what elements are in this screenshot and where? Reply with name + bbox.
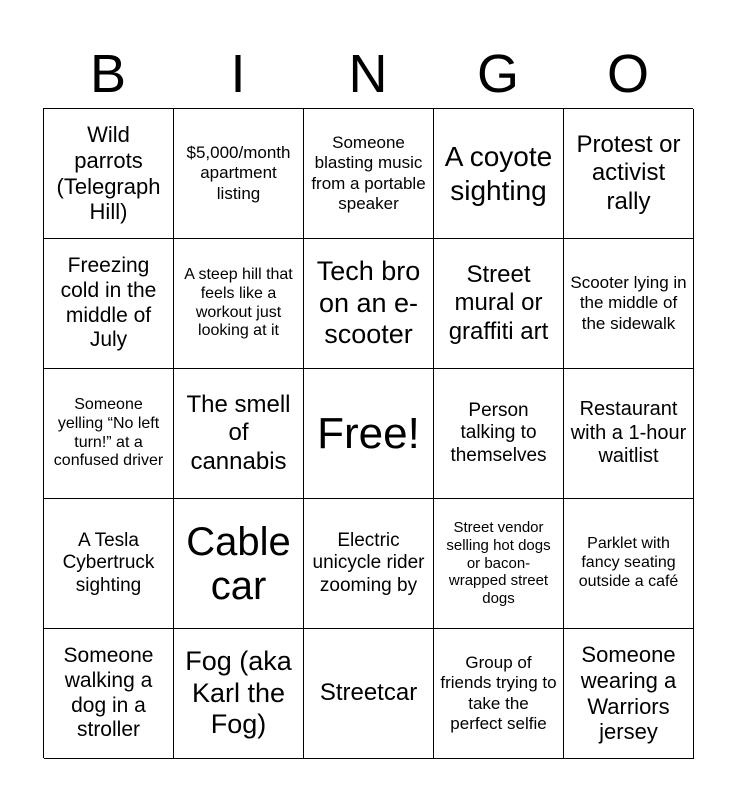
cell-text: The smell of cannabis: [186, 391, 291, 475]
bingo-cell[interactable]: [44, 109, 174, 239]
cell-text: Cable car: [186, 519, 291, 608]
bingo-cell[interactable]: [174, 629, 304, 759]
cell-text: Protest or activist rally: [576, 131, 681, 215]
cell-text: Scooter lying in the middle of the sidewalk: [570, 273, 687, 333]
cell-text: A coyote sighting: [444, 141, 553, 206]
bingo-cell[interactable]: [434, 629, 564, 759]
cell-text: Streetcar: [319, 679, 418, 707]
bingo-cell[interactable]: [174, 369, 304, 499]
bingo-cell[interactable]: [564, 109, 694, 239]
cell-text: A Tesla Cybertruck sighting: [62, 529, 155, 596]
bingo-cell[interactable]: [174, 109, 304, 239]
cell-text: Freezing cold in the middle of July: [60, 253, 157, 352]
cell-text: Wild parrots (Telegraph Hill): [56, 121, 161, 225]
bingo-cell[interactable]: [564, 629, 694, 759]
header-letter-i: I: [230, 44, 246, 104]
bingo-cell[interactable]: [44, 369, 174, 499]
bingo-cell[interactable]: [434, 369, 564, 499]
free-space-text: Free!: [317, 408, 420, 458]
cell-text: Someone walking a dog in a stroller: [63, 643, 154, 742]
bingo-board: [43, 108, 693, 758]
cell-text: $5,000/month apartment listing: [186, 143, 291, 203]
bingo-cell[interactable]: [304, 629, 434, 759]
bingo-cell[interactable]: [44, 239, 174, 369]
bingo-cell[interactable]: [44, 499, 174, 629]
cell-text: Street mural or graffiti art: [448, 261, 549, 345]
cell-text: Someone yelling “No left turn!” at a confused driver: [53, 395, 164, 470]
bingo-cell[interactable]: [564, 239, 694, 369]
cell-text: Someone wearing a Warriors jersey: [580, 641, 677, 745]
cell-text: Person talking to themselves: [450, 399, 547, 466]
cell-text: Restaurant with a 1-hour waitlist: [570, 398, 687, 468]
bingo-cell[interactable]: [434, 239, 564, 369]
cell-text: Tech bro on an e-scooter: [316, 255, 421, 350]
cell-text: Electric unicycle rider zooming by: [312, 529, 425, 596]
bingo-cell[interactable]: [304, 499, 434, 629]
bingo-free-cell[interactable]: [304, 369, 434, 499]
bingo-cell[interactable]: [434, 499, 564, 629]
header-letter-o: O: [606, 44, 649, 104]
header-letter-g: G: [476, 44, 519, 104]
bingo-cell[interactable]: [564, 499, 694, 629]
cell-text: Group of friends trying to take the perfect selfie: [440, 653, 557, 733]
cell-text: A steep hill that feels like a workout just looking at it: [184, 265, 293, 340]
bingo-cell[interactable]: [304, 239, 434, 369]
bingo-cell[interactable]: [44, 629, 174, 759]
bingo-cell[interactable]: [174, 239, 304, 369]
cell-text: Street vendor selling hot dogs or bacon-wrapped street dogs: [446, 519, 551, 608]
bingo-cell[interactable]: [174, 499, 304, 629]
bingo-cell[interactable]: [304, 109, 434, 239]
header-letter-n: N: [348, 44, 388, 104]
bingo-header: [43, 40, 693, 108]
cell-text: Someone blasting music from a portable speaker: [311, 133, 426, 213]
bingo-cell[interactable]: [564, 369, 694, 499]
header-letter-b: B: [89, 44, 127, 104]
bingo-cell[interactable]: [434, 109, 564, 239]
cell-text: Parklet with fancy seating outside a café: [578, 535, 679, 590]
cell-text: Fog (aka Karl the Fog): [185, 645, 292, 740]
